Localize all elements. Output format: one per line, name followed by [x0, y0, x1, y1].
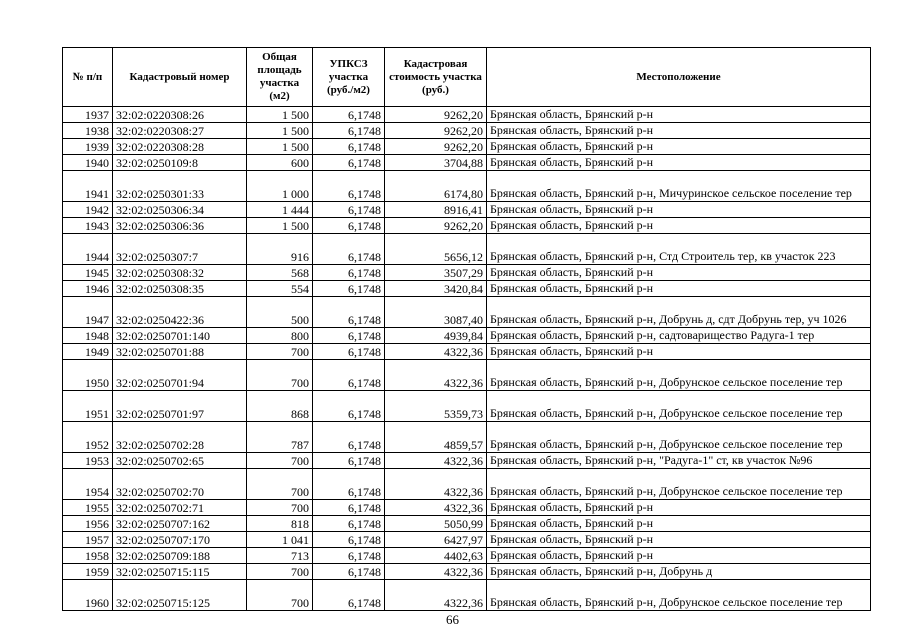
row-number: 1949 — [63, 344, 113, 360]
area-value: 600 — [247, 155, 313, 171]
row-number: 1951 — [63, 391, 113, 422]
location-text: Брянская область, Брянский р-н — [487, 532, 871, 548]
header-upkc: УПКСЗ участка (руб./м2) — [313, 48, 385, 107]
upkc-value: 6,1748 — [313, 281, 385, 297]
area-value: 868 — [247, 391, 313, 422]
table-row — [63, 107, 871, 123]
row-number: 1943 — [63, 218, 113, 234]
location-text: Брянская область, Брянский р-н — [487, 155, 871, 171]
table-row — [63, 123, 871, 139]
upkc-value: 6,1748 — [313, 123, 385, 139]
row-number: 1942 — [63, 202, 113, 218]
cadastral-number: 32:02:0250701:97 — [113, 391, 247, 422]
table-row — [63, 328, 871, 344]
row-number: 1957 — [63, 532, 113, 548]
location-text: Брянская область, Брянский р-н — [487, 139, 871, 155]
area-value: 700 — [247, 564, 313, 580]
table-row — [63, 391, 871, 422]
cadastral-cost: 5359,73 — [385, 391, 487, 422]
upkc-value: 6,1748 — [313, 202, 385, 218]
location-text: Брянская область, Брянский р-н — [487, 548, 871, 564]
cadastral-cost: 8916,41 — [385, 202, 487, 218]
location-text: Брянская область, Брянский р-н, Мичуринское сельское поселение тер — [487, 171, 871, 202]
cadastral-cost: 4322,36 — [385, 564, 487, 580]
table-row — [63, 281, 871, 297]
table-row — [63, 139, 871, 155]
area-value: 818 — [247, 516, 313, 532]
cadastral-cost: 9262,20 — [385, 123, 487, 139]
cadastral-cost: 6427,97 — [385, 532, 487, 548]
cadastral-cost: 9262,20 — [385, 218, 487, 234]
cadastral-number: 32:02:0250307:7 — [113, 234, 247, 265]
area-value: 554 — [247, 281, 313, 297]
row-number: 1958 — [63, 548, 113, 564]
location-text: Брянская область, Брянский р-н — [487, 265, 871, 281]
cadastral-cost: 4322,36 — [385, 500, 487, 516]
row-number: 1940 — [63, 155, 113, 171]
cadastral-number: 32:02:0220308:26 — [113, 107, 247, 123]
location-text: Брянская область, Брянский р-н — [487, 202, 871, 218]
row-number: 1948 — [63, 328, 113, 344]
cadastral-number: 32:02:0250306:36 — [113, 218, 247, 234]
location-text: Брянская область, Брянский р-н — [487, 218, 871, 234]
cadastral-cost: 3087,40 — [385, 297, 487, 328]
area-value: 700 — [247, 453, 313, 469]
document-page — [62, 47, 871, 611]
header-cadastral-cost: Кадастровая стоимость участка (руб.) — [385, 48, 487, 107]
header-num: № п/п — [63, 48, 113, 107]
area-value: 700 — [247, 360, 313, 391]
table-row — [63, 516, 871, 532]
cadastral-number: 32:02:0250422:36 — [113, 297, 247, 328]
row-number: 1937 — [63, 107, 113, 123]
row-number: 1960 — [63, 580, 113, 611]
table-row — [63, 548, 871, 564]
area-value: 1 500 — [247, 107, 313, 123]
upkc-value: 6,1748 — [313, 532, 385, 548]
area-value: 568 — [247, 265, 313, 281]
area-value: 1 500 — [247, 218, 313, 234]
table-row — [63, 344, 871, 360]
location-text: Брянская область, Брянский р-н — [487, 123, 871, 139]
upkc-value: 6,1748 — [313, 580, 385, 611]
area-value: 1 500 — [247, 139, 313, 155]
cadastral-cost: 6174,80 — [385, 171, 487, 202]
location-text: Брянская область, Брянский р-н, Добрунь д — [487, 564, 871, 580]
row-number: 1952 — [63, 422, 113, 453]
upkc-value: 6,1748 — [313, 516, 385, 532]
cadastral-number: 32:02:0250301:33 — [113, 171, 247, 202]
area-value: 700 — [247, 500, 313, 516]
table-row — [63, 564, 871, 580]
table-row — [63, 155, 871, 171]
cadastral-number: 32:02:0250308:32 — [113, 265, 247, 281]
cadastral-cost: 3704,88 — [385, 155, 487, 171]
header-area: Общая площадь участка (м2) — [247, 48, 313, 107]
upkc-value: 6,1748 — [313, 422, 385, 453]
cadastral-cost: 3507,29 — [385, 265, 487, 281]
cadastral-cost: 4859,57 — [385, 422, 487, 453]
upkc-value: 6,1748 — [313, 297, 385, 328]
table-row — [63, 218, 871, 234]
upkc-value: 6,1748 — [313, 564, 385, 580]
cadastral-cost: 4939,84 — [385, 328, 487, 344]
area-value: 1 500 — [247, 123, 313, 139]
upkc-value: 6,1748 — [313, 107, 385, 123]
upkc-value: 6,1748 — [313, 500, 385, 516]
upkc-value: 6,1748 — [313, 453, 385, 469]
cadastral-cost: 5050,99 — [385, 516, 487, 532]
area-value: 713 — [247, 548, 313, 564]
table-row — [63, 422, 871, 453]
page-number: 66 — [446, 612, 459, 627]
location-text: Брянская область, Брянский р-н, Добрунское сельское поселение тер — [487, 469, 871, 500]
cadastral-number: 32:02:0250707:162 — [113, 516, 247, 532]
upkc-value: 6,1748 — [313, 139, 385, 155]
cadastral-cost: 4402,63 — [385, 548, 487, 564]
upkc-value: 6,1748 — [313, 265, 385, 281]
upkc-value: 6,1748 — [313, 234, 385, 265]
cadastral-number: 32:02:0250701:88 — [113, 344, 247, 360]
cadastral-cost: 5656,12 — [385, 234, 487, 265]
area-value: 700 — [247, 580, 313, 611]
cadastral-number: 32:02:0250308:35 — [113, 281, 247, 297]
table-row — [63, 360, 871, 391]
table-row — [63, 580, 871, 611]
table-body — [63, 107, 871, 611]
cadastral-number: 32:02:0220308:27 — [113, 123, 247, 139]
location-text: Брянская область, Брянский р-н — [487, 500, 871, 516]
row-number: 1944 — [63, 234, 113, 265]
upkc-value: 6,1748 — [313, 469, 385, 500]
row-number: 1953 — [63, 453, 113, 469]
upkc-value: 6,1748 — [313, 218, 385, 234]
cadastral-cost: 3420,84 — [385, 281, 487, 297]
row-number: 1941 — [63, 171, 113, 202]
location-text: Брянская область, Брянский р-н — [487, 281, 871, 297]
location-text: Брянская область, Брянский р-н — [487, 344, 871, 360]
area-value: 916 — [247, 234, 313, 265]
cadastral-number: 32:02:0250306:34 — [113, 202, 247, 218]
row-number: 1955 — [63, 500, 113, 516]
table-row — [63, 500, 871, 516]
table-row — [63, 297, 871, 328]
cadastral-number: 32:02:0250109:8 — [113, 155, 247, 171]
table-row — [63, 453, 871, 469]
upkc-value: 6,1748 — [313, 155, 385, 171]
location-text: Брянская область, Брянский р-н, Добрунское сельское поселение тер — [487, 391, 871, 422]
location-text: Брянская область, Брянский р-н, "Радуга-1" ст, кв участок №96 — [487, 453, 871, 469]
area-value: 700 — [247, 344, 313, 360]
cadastral-number: 32:02:0250702:70 — [113, 469, 247, 500]
area-value: 1 041 — [247, 532, 313, 548]
location-text: Брянская область, Брянский р-н, Добрунское сельское поселение тер — [487, 580, 871, 611]
upkc-value: 6,1748 — [313, 360, 385, 391]
row-number: 1938 — [63, 123, 113, 139]
location-text: Брянская область, Брянский р-н, Добрунское сельское поселение тер — [487, 360, 871, 391]
area-value: 1 444 — [247, 202, 313, 218]
cadastral-number: 32:02:0250715:115 — [113, 564, 247, 580]
row-number: 1956 — [63, 516, 113, 532]
location-text: Брянская область, Брянский р-н — [487, 516, 871, 532]
upkc-value: 6,1748 — [313, 328, 385, 344]
cadastral-number: 32:02:0250707:170 — [113, 532, 247, 548]
row-number: 1950 — [63, 360, 113, 391]
upkc-value: 6,1748 — [313, 391, 385, 422]
row-number: 1947 — [63, 297, 113, 328]
table-row — [63, 234, 871, 265]
header-location: Местоположение — [487, 48, 871, 107]
table-row — [63, 265, 871, 281]
row-number: 1954 — [63, 469, 113, 500]
cadastral-cost: 9262,20 — [385, 139, 487, 155]
location-text: Брянская область, Брянский р-н, садтоварищество Радуга-1 тер — [487, 328, 871, 344]
cadastral-number: 32:02:0250702:71 — [113, 500, 247, 516]
header-cadastral-number: Кадастровый номер — [113, 48, 247, 107]
cadastral-cost: 9262,20 — [385, 107, 487, 123]
area-value: 787 — [247, 422, 313, 453]
cadastral-number: 32:02:0250709:188 — [113, 548, 247, 564]
location-text: Брянская область, Брянский р-н — [487, 107, 871, 123]
upkc-value: 6,1748 — [313, 548, 385, 564]
area-value: 700 — [247, 469, 313, 500]
table-row — [63, 202, 871, 218]
row-number: 1946 — [63, 281, 113, 297]
cadastral-cost: 4322,36 — [385, 580, 487, 611]
cadastral-number: 32:02:0250702:28 — [113, 422, 247, 453]
area-value: 800 — [247, 328, 313, 344]
location-text: Брянская область, Брянский р-н, Стд Строитель тер, кв участок 223 — [487, 234, 871, 265]
cadastral-number: 32:02:0250715:125 — [113, 580, 247, 611]
cadastral-number: 32:02:0250701:140 — [113, 328, 247, 344]
cadastral-cost: 4322,36 — [385, 453, 487, 469]
area-value: 500 — [247, 297, 313, 328]
row-number: 1959 — [63, 564, 113, 580]
table-row — [63, 171, 871, 202]
upkc-value: 6,1748 — [313, 171, 385, 202]
upkc-value: 6,1748 — [313, 344, 385, 360]
cadastral-cost: 4322,36 — [385, 344, 487, 360]
cadastral-number: 32:02:0220308:28 — [113, 139, 247, 155]
row-number: 1945 — [63, 265, 113, 281]
cadastral-table — [62, 47, 871, 611]
location-text: Брянская область, Брянский р-н, Добрунское сельское поселение тер — [487, 422, 871, 453]
area-value: 1 000 — [247, 171, 313, 202]
cadastral-number: 32:02:0250702:65 — [113, 453, 247, 469]
table-row — [63, 532, 871, 548]
location-text: Брянская область, Брянский р-н, Добрунь д, сдт Добрунь тер, уч 1026 — [487, 297, 871, 328]
table-row — [63, 469, 871, 500]
cadastral-cost: 4322,36 — [385, 360, 487, 391]
cadastral-cost: 4322,36 — [385, 469, 487, 500]
row-number: 1939 — [63, 139, 113, 155]
table-header-row — [63, 48, 871, 107]
cadastral-number: 32:02:0250701:94 — [113, 360, 247, 391]
